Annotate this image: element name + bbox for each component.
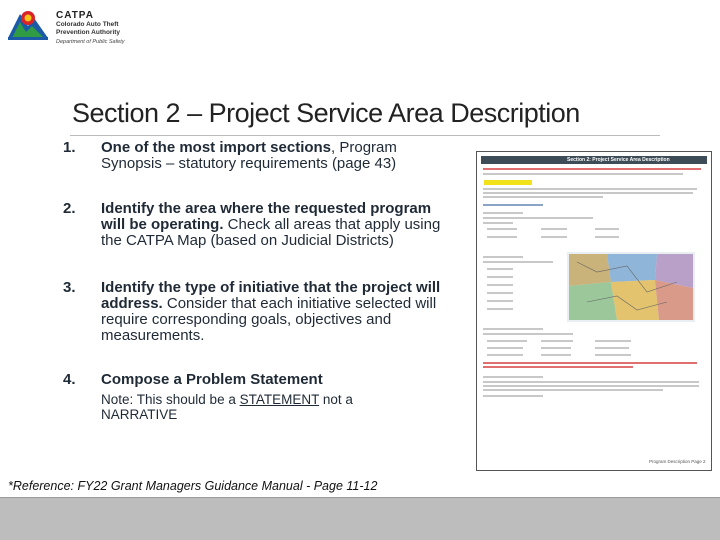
highlight-mark: [484, 180, 532, 185]
item-bold-text: Identify the area where the requested program will be operating.: [101, 200, 432, 233]
note-suffix: not a NARRATIVE: [101, 392, 353, 422]
problem-statement-note: [101, 392, 431, 422]
slide-title: Section 2 – Project Service Area Description: [72, 98, 580, 128]
note-underlined: STATEMENT: [239, 392, 320, 407]
item-rest-text: , Program Synopsis – statutory requirements (page 43): [101, 139, 397, 172]
item-number: 1.: [63, 139, 76, 156]
thumbnail-footer: Program Description Page 2: [649, 459, 706, 464]
item-number: 4.: [63, 371, 76, 388]
logo-subtitle-line1: Colorado Auto Theft: [56, 21, 119, 28]
item-bold-text: Compose a Problem Statement: [101, 371, 323, 388]
logo-title: CATPA: [56, 10, 94, 21]
thumbnail-header: [481, 156, 707, 164]
footer-band: [0, 498, 720, 540]
item-rest-text: Check all areas that apply using the CATPA Map (based on Judicial Districts): [101, 216, 441, 249]
item-rest-text: Consider that each initiative selected will require corresponding goals, objectives and measurements.: [101, 295, 437, 344]
item-bold-text: Identify the type of initiative that the project will address.: [101, 279, 441, 312]
catpa-logo: [6, 4, 156, 46]
form-page-thumbnail: [476, 151, 712, 471]
thumbnail-header-text: Section 2: Project Service Area Description: [567, 157, 670, 163]
reference-text: *Reference: FY22 Grant Managers Guidance Manual - Page 11-12: [8, 479, 378, 493]
logo-subtitle-line2: Prevention Authority: [56, 29, 121, 36]
item-text: [101, 280, 446, 344]
item-bold-text: One of the most import sections: [101, 139, 332, 156]
note-prefix: Note: This should be a: [101, 392, 240, 407]
logo-department: Department of Public Safety: [56, 39, 125, 45]
catpa-emblem-icon: [6, 4, 50, 44]
item-text: [101, 201, 446, 249]
item-text: [101, 140, 446, 172]
colorado-map-icon: [567, 252, 695, 322]
item-number: 2.: [63, 200, 76, 217]
item-text: [101, 372, 446, 388]
title-divider: [70, 135, 660, 136]
item-number: 3.: [63, 279, 76, 296]
